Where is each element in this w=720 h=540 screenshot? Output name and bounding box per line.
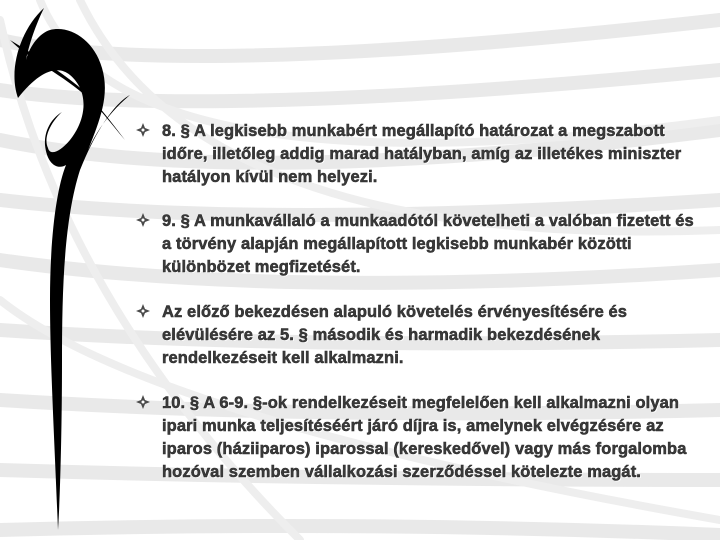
bullet-text: Az előző bekezdésen alapuló követelés érvényesítésére és elévülésére az 5. § második és harmadik bekezdésének rendelkezéseit kell alkalmazni. [162,303,628,367]
bullet-item [135,210,705,279]
diamond-bullet-icon [135,212,151,228]
diamond-bullet-icon [135,394,151,410]
diamond-bullet-icon [135,303,151,319]
diamond-bullet-icon [135,122,151,138]
bullet-item [135,392,705,484]
bullet-text: 9. § A munkavállaló a munkaadótól követelheti a valóban fizetett és a törvény alapján megállapított legkisebb munkabér közötti különbözet megfizetését. [162,212,694,276]
slide-body [135,120,705,507]
bullet-text: 8. § A legkisebb munkabért megállapító határozat a megszabott időre, illetőleg addig marad hatályban, amíg az illetékes miniszter hatályon kívül nem helyezi. [162,122,682,186]
bullet-item [135,301,705,370]
bullet-text: 10. § A 6-9. §-ok rendelkezéseit megfelelően kell alkalmazni olyan ipari munka teljesítéséért járó díjra is, amelynek elvégzésére az iparos (háziiparos) iparossal (kereskedővel) vagy más forgalomba hozóval szemben vállalkozási szerződéssel kötelezte magát. [162,394,687,481]
bullet-item [135,120,705,189]
